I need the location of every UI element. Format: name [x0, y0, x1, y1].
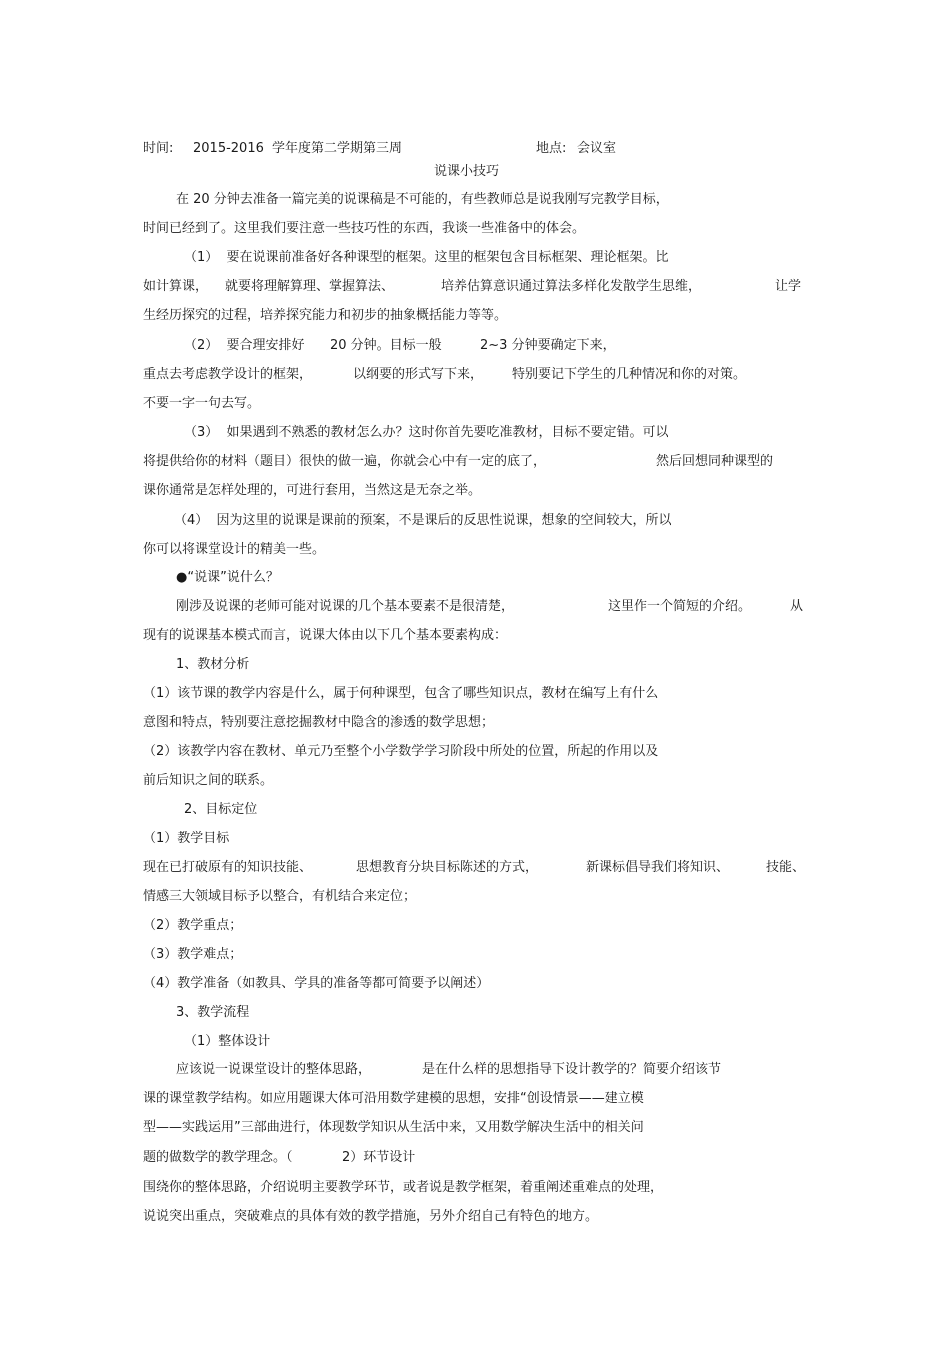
section-2-text-1c: 新课标倡导我们将知识、: [586, 860, 730, 875]
summary-line-1c: 从: [790, 599, 804, 614]
point-3-line-2b: 然后回想同种课型的: [656, 454, 774, 469]
section-2-text-2: 情感三大领域目标予以整合，有机结合来定位；: [143, 889, 417, 904]
section-3-text-1b: 是在什么样的思想指导下设计教学的？简要介绍该节: [422, 1062, 722, 1077]
point-1-line-2c: 培养估算意识通过算法多样化发散学生思维，: [441, 279, 702, 294]
point-1-line-1: （1） 要在说课前准备好各种课型的框架。这里的框架包含目标框架、理论框架。比: [184, 250, 669, 265]
point-2-line-2c: 特别要记下学生的几种情况和你的对策。: [512, 367, 747, 382]
section-2-item-3: （3）教学难点；: [143, 947, 243, 962]
document-title: 说课小技巧: [434, 164, 500, 179]
section-2-heading: 2、目标定位: [184, 802, 258, 817]
intro-line-1: 在 20 分钟去准备一篇完美的说课稿是不可能的，有些教师总是说我刚写完教学目标，: [176, 192, 669, 207]
section-1-item-1-line-1: （1）该节课的教学内容是什么，属于何种课型，包含了哪些知识点，教材在编写上有什么: [143, 686, 659, 701]
bullet-heading: ●“说课”说什么？: [176, 570, 279, 585]
section-2-item-2: （2）教学重点；: [143, 918, 243, 933]
section-3-text-6: 说说突出重点，突破难点的具体有效的教学措施，另外介绍自己有特色的地方。: [143, 1209, 599, 1224]
section-2-item-1: （1）教学目标: [143, 831, 230, 846]
point-2-line-1a: （2） 要合理安排好: [184, 338, 305, 353]
point-1-line-2b: 就要将理解算理、掌握算法、: [225, 279, 395, 294]
point-1-line-2d: 让学: [775, 279, 802, 294]
section-2-text-1b: 思想教育分块目标陈述的方式，: [356, 860, 539, 875]
section-3-text-1a: 应该说一说课堂设计的整体思路，: [176, 1062, 372, 1077]
place-label: 地点:: [536, 141, 567, 156]
summary-line-2: 现有的说课基本模式而言，说课大体由以下几个基本要素构成：: [143, 628, 508, 643]
term-week: 学年度第二学期第三周: [272, 141, 403, 156]
section-3-text-4a: 题的做数学的教学理念。（: [143, 1150, 293, 1165]
point-2-line-3: 不要一字一句去写。: [143, 396, 261, 411]
section-2-text-1d: 技能、: [766, 860, 806, 875]
point-3-line-3: 课你通常是怎样处理的，可进行套用，当然这是无奈之举。: [143, 483, 482, 498]
point-3-line-1: （3） 如果遇到不熟悉的教材怎么办？这时你首先要吃准教材，目标不要定错。可以: [184, 425, 669, 440]
time-label: 时间:: [143, 141, 174, 156]
section-3-text-2: 课的课堂教学结构。如应用题课大体可沿用数学建模的思想，安排“创设情景——建立模: [143, 1091, 644, 1106]
point-4-line-2: 你可以将课堂设计的精美一些。: [143, 542, 326, 557]
point-4-line-1: （4） 因为这里的说课是课前的预案，不是课后的反思性说课，想象的空间较大，所以: [174, 513, 672, 528]
section-2-text-1a: 现在已打破原有的知识技能、: [143, 860, 313, 875]
point-3-line-2a: 将提供给你的材料（题目）很快的做一遍，你就会心中有一定的底了，: [143, 454, 547, 469]
section-3-text-5: 围绕你的整体思路，介绍说明主要教学环节，或者说是教学框架，着重阐述重难点的处理，: [143, 1180, 664, 1195]
place-value: 会议室: [577, 141, 617, 156]
point-2-line-2b: 以纲要的形式写下来，: [353, 367, 484, 382]
section-3-item-1: （1）整体设计: [184, 1034, 271, 1049]
section-1-item-2-line-1: （2）该教学内容在教材、单元乃至整个小学数学学习阶段中所处的位置，所起的作用以及: [143, 744, 659, 759]
section-1-item-2-line-2: 前后知识之间的联系。: [143, 773, 274, 788]
section-1-item-1-line-2: 意图和特点，特别要注意挖掘教材中隐含的渗透的数学思想；: [143, 715, 495, 730]
summary-line-1b: 这里作一个简短的介绍。: [608, 599, 752, 614]
school-year: 2015-2016: [193, 141, 264, 156]
section-2-item-4: （4）教学准备（如教具、学具的准备等都可简要予以阐述）: [143, 976, 490, 991]
point-2-line-1b: 20 分钟。目标一般: [330, 338, 442, 353]
summary-line-1a: 刚涉及说课的老师可能对说课的几个基本要素不是很清楚，: [176, 599, 515, 614]
section-3-heading: 3、教学流程: [176, 1005, 250, 1020]
section-3-text-3: 型——实践运用”三部曲进行，体现数学知识从生活中来，又用数学解决生活中的相关问: [143, 1120, 644, 1135]
point-2-line-2a: 重点去考虑教学设计的框架，: [143, 367, 313, 382]
point-1-line-3: 生经历探究的过程，培养探究能力和初步的抽象概括能力等等。: [143, 308, 508, 323]
point-2-line-1c: 2~3 分钟要确定下来，: [480, 338, 616, 353]
section-3-text-4b: 2）环节设计: [342, 1150, 416, 1165]
intro-line-2: 时间已经到了。这里我们要注意一些技巧性的东西，我谈一些准备中的体会。: [143, 221, 586, 236]
section-1-heading: 1、教材分析: [176, 657, 250, 672]
point-1-line-2a: 如计算课，: [143, 279, 209, 294]
